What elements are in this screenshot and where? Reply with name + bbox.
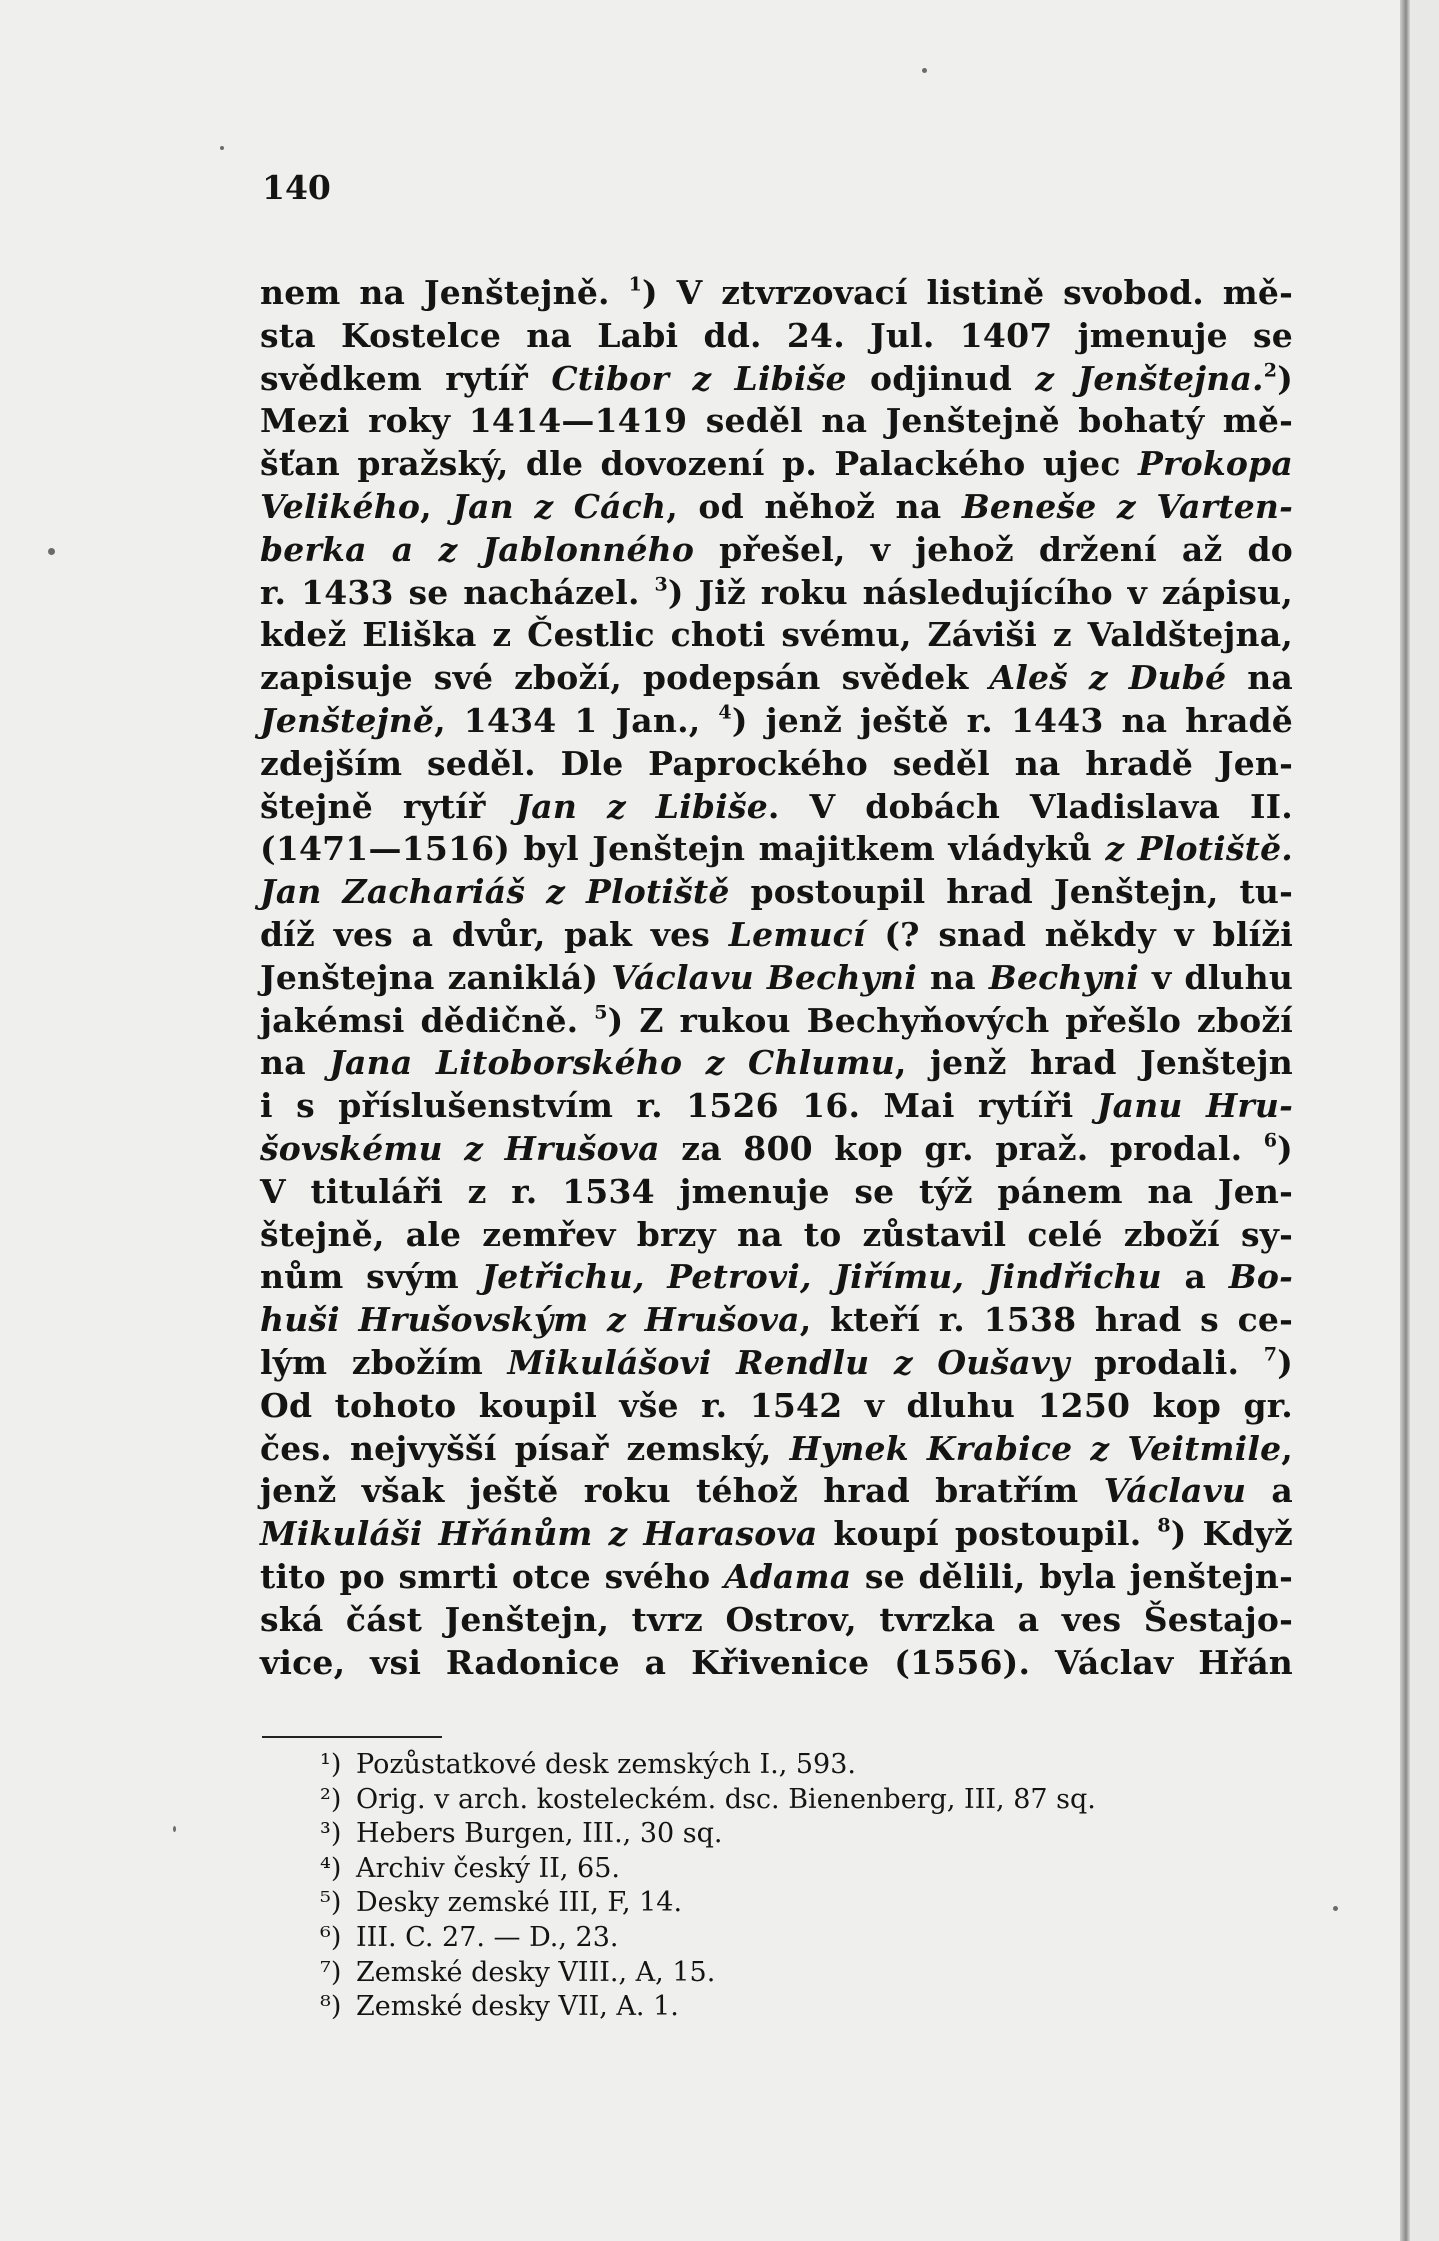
text-run: (1471—1516) byl Jenštejn majitkem vládyků	[260, 829, 1106, 869]
footnote	[320, 1817, 1096, 1852]
footnote-text: Archiv český II, 65.	[356, 1852, 620, 1884]
text-line	[260, 1428, 1293, 1471]
text-run: sta Kostelce na Labi dd. 24. Jul. 1407 jmenuje se	[260, 315, 1293, 355]
text-run: koupí postoupil.	[817, 1514, 1158, 1554]
text-run: nům svým	[260, 1257, 482, 1297]
page-edge	[1400, 0, 1410, 2241]
italic-name: šovskému z Hrušova	[260, 1128, 660, 1168]
italic-name: huši Hrušovským z Hrušova	[260, 1300, 800, 1340]
italic-name: Ctibor z Libiše	[551, 358, 847, 398]
text-line	[260, 914, 1293, 957]
footnote-ref: 6	[1263, 1129, 1278, 1152]
italic-name: Jan z Cách	[452, 486, 667, 526]
text-run: . V dobách Vladislava II.	[767, 786, 1293, 826]
text-run: nem na Jenštejně.	[260, 273, 629, 312]
text-line	[260, 1556, 1293, 1599]
text-line	[260, 1299, 1293, 1342]
text-run: r. 1433 se nacházel.	[260, 572, 655, 612]
text-run: štejně rytíř	[260, 786, 516, 826]
text-run: ) Když	[1170, 1514, 1293, 1554]
paper-speck	[173, 1826, 176, 1832]
footnote	[320, 1748, 1096, 1783]
text-run: zapisuje své zboží, podepsán svědek	[260, 658, 990, 698]
text-run: V tituláři z r. 1534 jmenuje se týž pánem na Jen-	[260, 1171, 1293, 1211]
text-run: (? snad někdy v blíži	[865, 914, 1293, 954]
footnote-mark: ¹)	[320, 1749, 342, 1780]
italic-name: Jan Zachariáš z Plotiště	[260, 872, 730, 912]
footnote-ref: 3	[654, 573, 668, 596]
text-run: )	[1277, 1342, 1294, 1382]
italic-name: Jetřichu, Petrovi, Jiřímu, Jindřichu	[481, 1257, 1162, 1297]
text-run: Mezi roky 1414—1419 seděl na Jenštejně bohatý mě-	[260, 401, 1293, 441]
text-line	[260, 486, 1293, 529]
text-run: lým zbožím	[260, 1342, 508, 1382]
text-line	[260, 400, 1293, 443]
italic-name: Beneše z Varten-	[961, 486, 1293, 526]
text-line	[260, 1599, 1293, 1642]
text-line	[260, 443, 1293, 486]
footnote-ref: 2	[1263, 359, 1278, 382]
text-run: v dluhu	[1138, 957, 1294, 997]
footnote-mark: ⁸)	[320, 1991, 342, 2023]
text-line	[260, 1385, 1293, 1428]
text-run: díž ves a dvůr, pak ves	[260, 914, 729, 954]
footnote-rule	[262, 1736, 442, 1738]
italic-name: Jenštejně	[260, 700, 435, 740]
italic-name: Lemucí	[728, 914, 866, 954]
footnote-text: Hebers Burgen, III., 30 sq.	[356, 1818, 723, 1850]
footnote-text: Orig. v arch. kosteleckém. dsc. Bienenberg, III, 87 sq.	[356, 1783, 1096, 1815]
footnote	[320, 1783, 1096, 1818]
text-line	[260, 743, 1293, 786]
text-run: , jenž hrad Jenštejn	[894, 1043, 1294, 1083]
text-run: kdež Eliška z Čestlic choti svému, Záviši z Valdštejna,	[260, 615, 1293, 655]
text-line	[260, 1171, 1293, 1214]
text-line	[260, 1513, 1293, 1556]
footnote	[320, 1852, 1096, 1887]
footnote-mark: ⁶)	[320, 1921, 342, 1953]
footnote	[320, 1990, 1096, 2025]
text-run: ) jenž ještě r. 1443 na hradě	[731, 700, 1293, 740]
italic-name: Václavu Bechyni	[611, 957, 917, 997]
text-line	[260, 828, 1293, 871]
text-run: ,	[1281, 1428, 1293, 1468]
footnote-ref: 7	[1263, 1343, 1278, 1366]
text-run: šťan pražský, dle dovození p. Palackého ujec	[260, 444, 1139, 484]
paper-speck	[922, 68, 927, 73]
italic-name: Bechyni	[988, 957, 1139, 997]
footnote-mark: ⁴)	[320, 1852, 342, 1884]
text-line	[260, 315, 1293, 358]
text-line	[260, 1000, 1293, 1043]
text-run: Jenštejna zaniklá)	[260, 957, 612, 997]
footnote-text: Zemské desky VIII., A, 15.	[356, 1956, 716, 1988]
text-run: ská část Jenštejn, tvrz Ostrov, tvrzka a ves Šestajo-	[260, 1599, 1293, 1639]
text-line	[260, 1042, 1293, 1085]
text-line	[260, 957, 1293, 1000]
footnote-ref: 8	[1157, 1514, 1171, 1537]
paper-speck	[48, 548, 55, 555]
italic-name: z Plotiště.	[1105, 829, 1293, 869]
text-line	[260, 1214, 1293, 1257]
text-run: Od tohoto koupil vše r. 1542 v dluhu 1250 kop gr.	[260, 1385, 1293, 1425]
paper-speck	[1333, 1906, 1338, 1911]
italic-name: z Jenštejna.	[1035, 358, 1264, 398]
text-run: ) V ztvrzovací listině svobod. mě-	[641, 273, 1293, 312]
text-line	[260, 1085, 1293, 1128]
text-run: , od něhož na	[666, 486, 962, 526]
italic-name: Adama	[723, 1556, 852, 1596]
text-line	[260, 272, 1293, 315]
text-run: se dělili, byla jenštejn-	[851, 1556, 1293, 1596]
footnote-text: Desky zemské III, F, 14.	[356, 1887, 683, 1919]
italic-name: berka a z Jablonného	[260, 529, 695, 569]
text-line	[260, 572, 1293, 615]
text-run: postoupil hrad Jenštejn, tu-	[729, 872, 1293, 912]
footnote	[320, 1956, 1096, 1991]
footnote-ref: 5	[594, 1001, 608, 1024]
italic-name: Prokopa	[1138, 444, 1293, 484]
footnote-text: III. C. 27. — D., 23.	[356, 1921, 619, 1953]
paper-speck	[220, 146, 224, 150]
text-run: prodali.	[1069, 1342, 1264, 1382]
main-text	[260, 272, 1293, 1684]
text-line	[260, 786, 1293, 829]
footnote-mark: ²)	[320, 1783, 342, 1815]
footnotes	[320, 1748, 1096, 2025]
italic-name: Jan z Libiše	[515, 786, 768, 826]
text-run: , kteří r. 1538 hrad s ce-	[799, 1300, 1293, 1340]
text-run: na	[260, 1043, 330, 1083]
text-run: jakémsi dědičně.	[260, 1000, 595, 1040]
text-run: a	[1246, 1471, 1293, 1511]
text-line	[260, 871, 1293, 914]
text-line	[260, 1128, 1293, 1171]
text-line	[260, 614, 1293, 657]
text-line	[260, 358, 1293, 401]
text-run: jenž však ještě roku téhož hrad bratřím	[260, 1471, 1104, 1511]
italic-name: Velikého	[260, 486, 421, 526]
text-line	[260, 1342, 1293, 1385]
italic-name: Jana Litoborského z Chlumu	[329, 1043, 895, 1083]
text-run: štejně, ale zemřev brzy na to zůstavil celé zboží sy-	[260, 1214, 1293, 1254]
footnote-mark: ⁷)	[320, 1956, 342, 1988]
text-run: svědkem rytíř	[260, 358, 552, 398]
text-line	[260, 1470, 1293, 1513]
text-run: ,	[420, 486, 453, 526]
text-run: , 1434 1 Jan.,	[434, 700, 719, 740]
footnote-ref: 1	[628, 273, 642, 296]
text-run: i s příslušenstvím r. 1526 16. Mai rytíři	[260, 1086, 1097, 1126]
text-run: a	[1161, 1257, 1229, 1297]
italic-name: Hynek Krabice z Veitmile	[789, 1428, 1282, 1468]
text-run: vice, vsi Radonice a Křivenice (1556). Václav Hřán	[260, 1642, 1293, 1682]
text-run: odjinud	[846, 358, 1036, 398]
italic-name: Václavu	[1103, 1471, 1247, 1511]
footnote-mark: ⁵)	[320, 1887, 342, 1919]
text-line	[260, 1256, 1293, 1299]
italic-name: Aleš z Dubé	[989, 658, 1227, 698]
text-run: )	[1277, 358, 1294, 398]
italic-name: Janu Hru-	[1096, 1086, 1294, 1126]
italic-name: Mikulášovi Rendlu z Oušavy	[507, 1342, 1070, 1382]
text-run: ) Z rukou Bechyňových přešlo zboží	[607, 1000, 1294, 1040]
text-run: ) Již roku následujícího v zápisu,	[667, 572, 1293, 612]
page-number: 140	[262, 168, 331, 207]
text-run: čes. nejvyšší písař zemský,	[260, 1428, 790, 1468]
text-run: na	[1226, 658, 1293, 698]
text-run: na	[916, 957, 989, 997]
text-line	[260, 1642, 1293, 1685]
italic-name: Mikuláši Hřánům z Harasova	[260, 1514, 818, 1554]
text-line	[260, 657, 1293, 700]
footnote-text: Zemské desky VII, A. 1.	[356, 1991, 679, 2023]
text-line	[260, 529, 1293, 572]
footnote-text: Pozůstatkové desk zemských I., 593.	[356, 1749, 856, 1780]
text-run: přešel, v jehož držení až do	[694, 529, 1293, 569]
footnote-mark: ³)	[320, 1818, 342, 1850]
text-run: za 800 kop gr. praž. prodal.	[659, 1128, 1264, 1168]
text-run: )	[1277, 1128, 1293, 1168]
footnote-ref: 4	[718, 701, 732, 724]
text-run: zdejším seděl. Dle Paprockého seděl na hradě Jen-	[260, 743, 1293, 783]
footnote	[320, 1886, 1096, 1921]
text-run: tito po smrti otce svého	[260, 1556, 724, 1596]
text-line	[260, 700, 1293, 743]
italic-name: Bo-	[1228, 1257, 1293, 1297]
footnote	[320, 1921, 1096, 1956]
